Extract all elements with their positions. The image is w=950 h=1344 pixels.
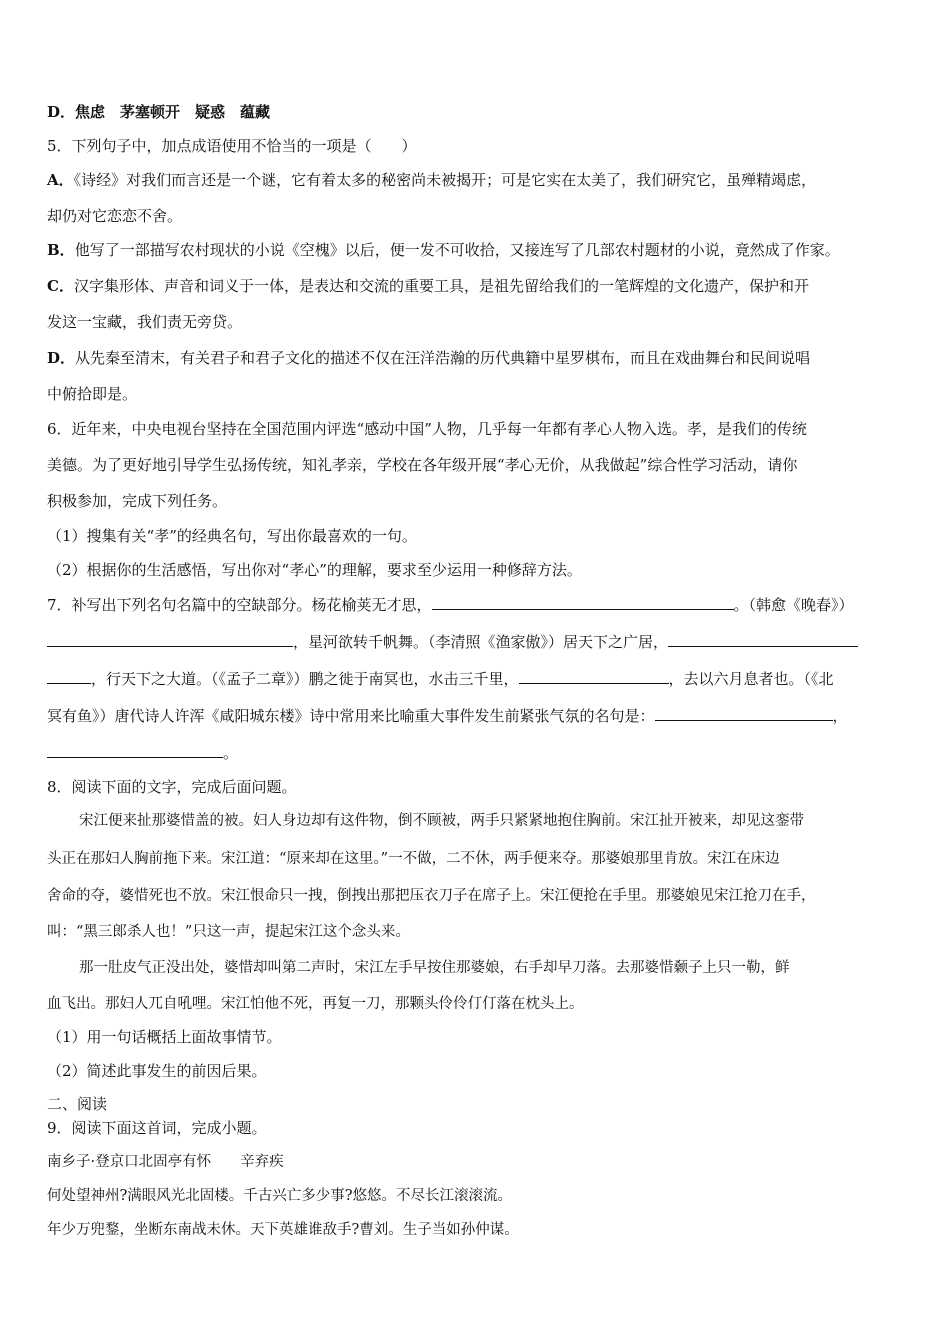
q7-text: ，去以六月息者也。（《北: [668, 670, 834, 688]
option-label: C．: [47, 277, 74, 295]
q7-text: ，行天下之大道。（《孟子二章》）鹏之徙于南冥也，水击三千里，: [91, 670, 519, 688]
q7-text: 7．补写出下列名句名篇中的空缺部分。杨花榆荚无才思，: [47, 596, 432, 614]
q8-sub2: （2）简述此事发生的前因后果。: [47, 1062, 267, 1080]
q7-text: ，: [832, 707, 848, 725]
q7-line4: [47, 705, 848, 726]
q6-sub1: （1）搜集有关“孝”的经典名句，写出你最喜欢的一句。: [47, 527, 417, 545]
q6-stem-line2: 美德。为了更好地引导学生弘扬传统，知礼孝亲，学校在各年级开展“孝心无价，从我做起”综合性学习活动，请你: [47, 456, 798, 474]
q5-option-d-cont: 中俯拾即是。: [47, 385, 138, 403]
fill-blank[interactable]: [47, 742, 223, 758]
q8-passage-line: 叫：“黑三郎杀人也！”只这一声，提起宋江这个念头来。: [47, 924, 410, 940]
option-label: A．: [47, 171, 74, 189]
q6-stem-line1: 6．近年来，中央电视台坚持在全国范围内评选“感动中国”人物，几乎每一年都有孝心人物入选。孝，是我们的传统: [47, 420, 807, 438]
fill-blank[interactable]: [519, 668, 669, 684]
q5-option-a-cont: 却仍对它恋恋不舍。: [47, 207, 183, 225]
q5-option-c-cont: 发这一宝藏，我们责无旁贷。: [47, 313, 243, 331]
q6-stem-line3: 积极参加，完成下列任务。: [47, 492, 228, 510]
poem-line: 何处望神州?满眼风光北固楼。千古兴亡多少事?悠悠。不尽长江滚滚流。: [47, 1188, 513, 1204]
q7-line1: [47, 594, 854, 615]
q5-option-d: [47, 348, 810, 368]
q7-text: 。（韩愈《晚春》）: [733, 596, 854, 614]
option-label: B．: [47, 241, 75, 259]
q4-option-d: [47, 102, 270, 122]
option-label: D．: [47, 349, 76, 367]
fill-blank[interactable]: [668, 631, 858, 647]
q8-passage-line: 宋江便来扯那婆惜盖的被。妇人身边却有这件物，倒不顾被，两手只紧紧地抱住胸前。宋江扯开被来，却见这銮带: [79, 813, 804, 829]
option-text: 焦虑 茅塞顿开 疑惑 蕴藏: [75, 103, 271, 121]
q5-stem: 5．下列句子中，加点成语使用不恰当的一项是（ ）: [47, 137, 417, 155]
q7-text: 冥有鱼》）唐代诗人许浑《咸阳城东楼》诗中常用来比喻重大事件发生前紧张气氛的名句是：: [47, 707, 655, 725]
q8-passage-line: 舍命的夺，婆惜死也不放。宋江恨命只一拽，倒拽出那把压衣刀子在席子上。宋江便抢在手里。那婆娘见宋江抢刀在手，: [47, 888, 816, 904]
q8-stem: 8．阅读下面的文字，完成后面问题。: [47, 778, 297, 796]
fill-blank[interactable]: [655, 705, 833, 721]
q5-option-c: [47, 276, 809, 296]
q5-option-a: [47, 170, 816, 190]
option-text: 《诗经》对我们而言还是一个谜，它有着太多的秘密尚未被揭开；可是它实在太美了，我们研究它，虽殚精竭虑，: [73, 171, 817, 189]
q8-passage-line: 血飞出。那妇人兀自吼哩。宋江怕他不死，再复一刀，那颗头伶伶仃仃落在枕头上。: [47, 996, 584, 1012]
q7-line5: [47, 742, 238, 763]
poem-title: 南乡子·登京口北固亭有怀 辛弃疾: [47, 1154, 284, 1170]
q8-passage-line: 头正在那妇人胸前拖下来。宋江道：“原来却在这里。”一不做，二不休，两手便来夺。那婆娘那里肯放。宋江在床边: [47, 851, 780, 867]
q7-line2: [47, 631, 858, 652]
option-label: D．: [47, 103, 76, 121]
option-text: 他写了一部描写农村现状的小说《空槐》以后，便一发不可收拾，又接连写了几部农村题材的小说，竟然成了作家。: [74, 241, 840, 259]
q9-stem: 9．阅读下面这首词，完成小题。: [47, 1119, 267, 1137]
option-text: 汉字集形体、声音和词义于一体，是表达和交流的重要工具，是祖先留给我们的一笔辉煌的文化遗产，保护和开: [73, 277, 809, 295]
q7-line3: [47, 668, 834, 689]
q7-text: 。: [223, 744, 239, 762]
poem-line: 年少万兜鍪，坐断东南战未休。天下英雄谁敌手?曹刘。生子当如孙仲谋。: [47, 1222, 519, 1238]
fill-blank[interactable]: [47, 631, 293, 647]
q8-sub1: （1）用一句话概括上面故事情节。: [47, 1028, 282, 1046]
option-text: 从先秦至清末，有关君子和君子文化的描述不仅在汪洋浩瀚的历代典籍中星罗棋布，而且在戏曲舞台和民间说唱: [75, 349, 811, 367]
q7-text: ，星河欲转千帆舞。（李清照《渔家傲》）居天下之广居，: [293, 633, 669, 651]
q6-sub2: （2）根据你的生活感悟，写出你对“孝心”的理解，要求至少运用一种修辞方法。: [47, 561, 582, 579]
q5-option-b: [47, 240, 840, 260]
fill-blank[interactable]: [432, 594, 734, 610]
section-title: 二、阅读: [47, 1095, 108, 1113]
fill-blank[interactable]: [47, 668, 91, 684]
q8-passage-line: 那一肚皮气正没出处，婆惜却叫第二声时，宋江左手早按住那婆娘，右手却早刀落。去那婆惜颡子上只一勒，鲜: [79, 960, 790, 976]
